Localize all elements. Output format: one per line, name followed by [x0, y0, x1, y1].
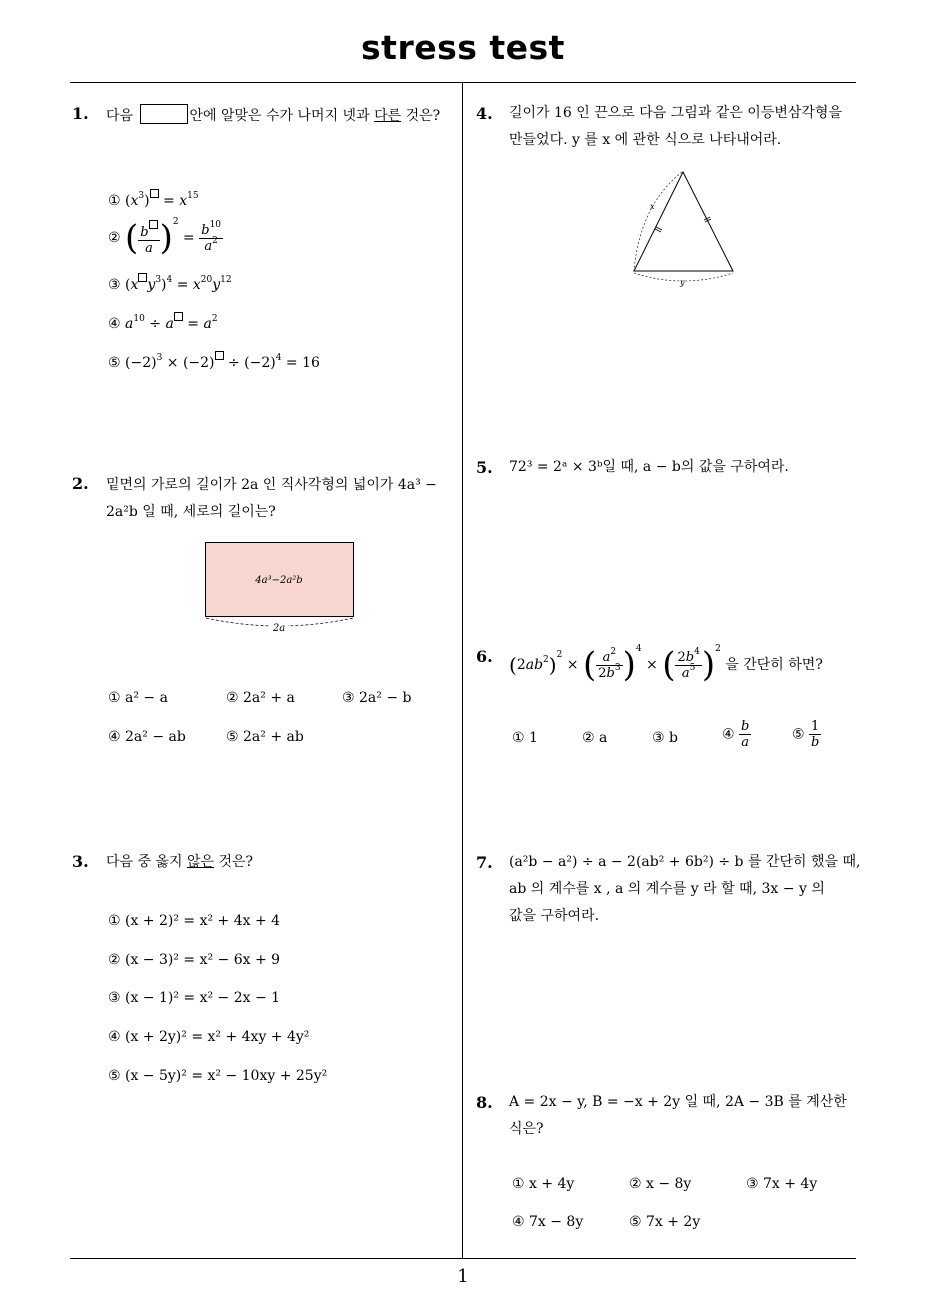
q8-option-2[interactable]: ② x − 8y — [629, 1176, 692, 1192]
q1-option-5-marker: ⑤ — [108, 355, 121, 371]
column-divider — [462, 83, 463, 1259]
question-6-number: 6. — [476, 647, 493, 666]
q2-option-1[interactable]: ① a² − a — [108, 690, 168, 706]
q2-option-5[interactable]: ⑤ 2a² + ab — [226, 729, 304, 745]
question-7-number: 7. — [476, 853, 493, 872]
q2-text-line-1: 밑면의 가로의 길이가 2a 인 직사각형의 넓이가 4a³ − — [106, 477, 437, 493]
question-1-number: 1. — [72, 104, 89, 123]
q7-text-line-1: (a²b − a²) ÷ a − 2(ab² + 6b²) ÷ b 를 간단히 했을 때, — [509, 854, 861, 870]
q4-text-line-2: 만들었다. y 를 x 에 관한 식으로 나타내어라. — [509, 132, 782, 148]
q2-option-2[interactable]: ② 2a² + a — [226, 690, 295, 706]
question-6-expression: $(2ab^2)^2$ × ( $\frac{a^2}{2b^3}$ )$^4$ × ( $\frac{2b^4}{a^5}$ )$^2$ 을 간단히 하면? — [509, 644, 823, 685]
footer-rule — [70, 1258, 856, 1259]
q6-option-3[interactable]: ③ b — [652, 730, 678, 746]
q1-option-1-marker: ① — [108, 193, 121, 209]
q3-option-5[interactable]: ⑤ (x − 5y)² = x² − 10xy + 25y² — [108, 1068, 328, 1084]
base-y-label: y — [680, 278, 685, 287]
q6-option-5-marker: ⑤ — [792, 726, 805, 743]
q1-text-c: 것은? — [405, 108, 441, 124]
isosceles-triangle-figure — [622, 165, 747, 290]
q3-option-3[interactable]: ③ (x − 1)² = x² − 2x − 1 — [108, 990, 281, 1006]
q2-option-4[interactable]: ④ 2a² − ab — [108, 729, 186, 745]
question-8-number: 8. — [476, 1093, 493, 1112]
blank-box — [140, 104, 188, 124]
q6-option-1[interactable]: ① 1 — [512, 730, 538, 746]
q7-text-line-2: ab 의 계수를 x , a 의 계수를 y 라 할 때, 3x − y 의 — [509, 881, 825, 897]
question-5-text: 72³ = 2ᵃ × 3ᵇ일 때, a − b의 값을 구하여라. — [509, 459, 789, 475]
question-4-text — [509, 100, 861, 154]
q1-option-1[interactable]: ① $(x^3) = x^{15}$ — [108, 191, 199, 209]
q1-text-a: 다음 — [106, 108, 134, 124]
q4-text-line-1: 길이가 16 인 끈으로 다음 그림과 같은 이등변삼각형을 — [509, 105, 842, 121]
question-1-text — [106, 103, 458, 130]
q6-option-4-marker: ④ — [722, 726, 735, 743]
header-rule — [70, 82, 856, 83]
q7-text-line-3: 값을 구하여라. — [509, 908, 600, 924]
q3-option-2[interactable]: ② (x − 3)² = x² − 6x + 9 — [108, 952, 281, 968]
q1-option-2-marker: ② — [108, 230, 121, 246]
page-title: stress test — [361, 28, 565, 67]
question-5-number: 5. — [476, 458, 493, 477]
q2-text-line-2: 2a²b 일 때, 세로의 길이는? — [106, 504, 276, 520]
question-2-number: 2. — [72, 474, 89, 493]
triangle-shape — [634, 172, 733, 271]
q1-option-4[interactable]: ④ $a^{10} \div a = a^2$ — [108, 314, 218, 332]
q3-text-b: 것은? — [218, 854, 254, 870]
question-8-text — [509, 1089, 861, 1143]
question-7-text — [509, 849, 861, 930]
q3-option-1[interactable]: ① (x + 2)² = x² + 4x + 4 — [108, 913, 281, 929]
q6-option-5[interactable]: ⑤ $\frac{1}{b}$ — [792, 719, 820, 750]
q8-option-4[interactable]: ④ 7x − 8y — [512, 1214, 584, 1230]
q8-option-1[interactable]: ① x + 4y — [512, 1176, 575, 1192]
q1-option-4-marker: ④ — [108, 316, 121, 332]
q6-text-tail: 을 간단히 하면? — [725, 657, 823, 673]
rectangle-width-label: 2a — [272, 623, 286, 634]
q3-option-4[interactable]: ④ (x + 2y)² = x² + 4xy + 4y² — [108, 1029, 310, 1045]
q6-option-2[interactable]: ② a — [582, 730, 608, 746]
q3-underlined-word: 않은 — [186, 854, 215, 870]
q8-text-line-1: A = 2x − y, B = −x + 2y 일 때, 2A − 3B 를 계산한 — [509, 1094, 847, 1110]
rectangle-figure — [200, 538, 360, 634]
q6-option-4[interactable]: ④ $\frac{b}{a}$ — [722, 719, 750, 750]
question-2-text — [106, 472, 458, 526]
q1-text-b: 안에 알맞은 수가 나머지 넷과 — [189, 108, 370, 124]
q8-option-5[interactable]: ⑤ 7x + 2y — [629, 1214, 701, 1230]
q1-option-3-marker: ③ — [108, 277, 121, 293]
q1-option-2[interactable]: ② ( $\frac{b}{a}$ )$^2$ = $\frac{b^{10}}{a^2}$ — [108, 217, 222, 258]
side-x-label: x — [650, 202, 655, 211]
q3-text-a: 다음 중 옳지 — [106, 854, 183, 870]
page-number: 1 — [457, 1266, 469, 1287]
q1-option-5[interactable]: ⑤ $(-2)^3 \times (-2) \div (-2)^4 = 16$ — [108, 353, 320, 371]
q2-option-3[interactable]: ③ 2a² − b — [342, 690, 412, 706]
q1-underlined-word: 다른 — [374, 108, 402, 124]
q8-text-line-2: 식은? — [509, 1121, 544, 1137]
q8-option-3[interactable]: ③ 7x + 4y — [746, 1176, 818, 1192]
rectangle-area-label: 4a³−2a²b — [255, 575, 303, 586]
question-3-text — [106, 849, 458, 876]
question-3-number: 3. — [72, 852, 89, 871]
question-4-number: 4. — [476, 104, 493, 123]
q1-option-3[interactable]: ③ (x $y^3)^4 = x^{20}y^{12}$ — [108, 275, 232, 293]
